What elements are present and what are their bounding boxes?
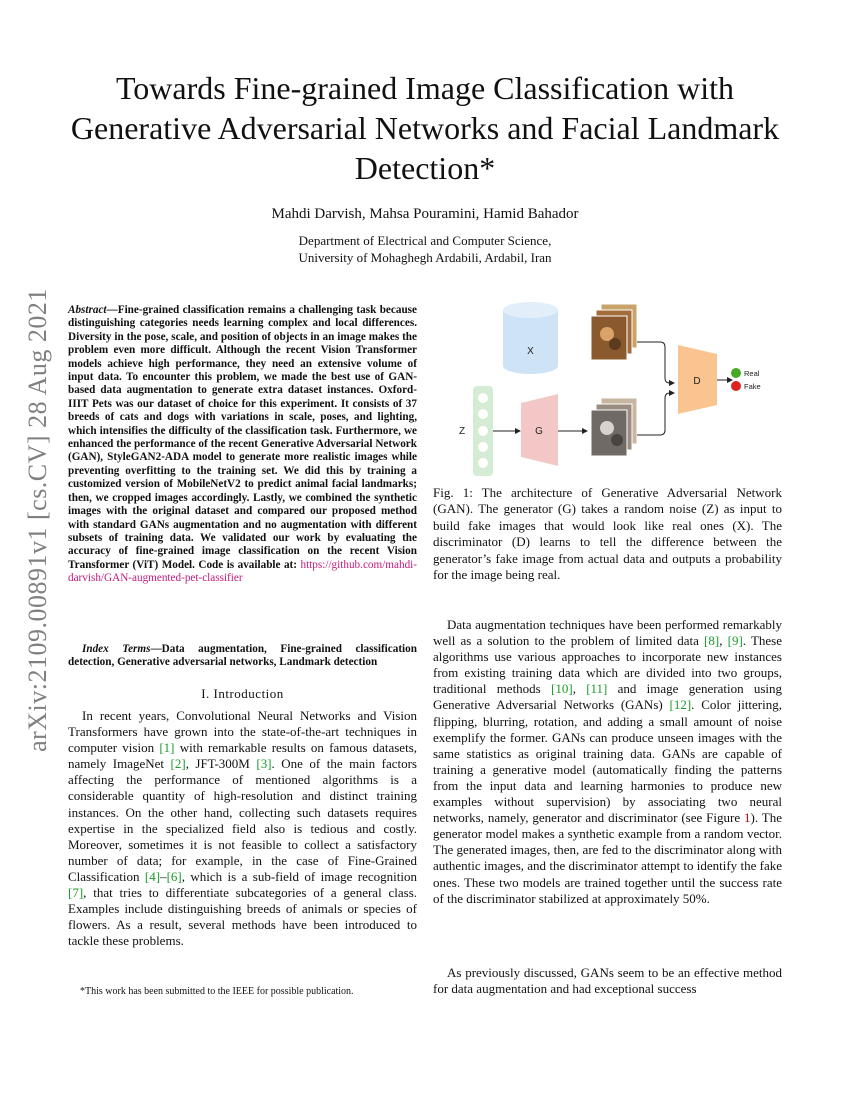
citation-link[interactable]: [6] [166,868,182,884]
figure-caption: Fig. 1: The architecture of Generative Adversarial Network (GAN). The generator (G) takes a random noise (Z) as input to build fake images that would look like real ones (X). The discriminator (D) learns to tell the difference between the generator’s fake image from actual data and outputs a probability for the image being real. [433,485,782,583]
body-text: . These algorithms use various approaches to incorporate new instances from existing training data which are divided into two groups, traditional methods [433,633,782,697]
citation-link[interactable]: [4] [144,868,161,884]
citation-link[interactable]: [1] [159,740,175,756]
noise-vector [473,386,493,476]
arxiv-stamp [18,290,58,750]
fake-output-dot [731,381,741,391]
body-text: , [572,681,587,697]
real-output-dot [731,368,741,378]
abstract-label: Abstract [68,304,107,316]
citation-link[interactable]: [10] [551,681,573,697]
real-data-database [503,302,558,374]
citation-link[interactable]: [8] [704,633,720,649]
affiliation-university: University of Mohaghegh Ardabili, Ardabil, Iran [298,250,552,265]
x-label: X [527,346,534,357]
g-label: G [535,426,543,437]
arxiv-stamp-text: arXiv:2109.00891v1 [cs.CV] 28 Aug 2021 [23,288,52,752]
body-text: , [719,633,728,649]
intro-text: , that tries to differentiate subcategories of a general class. Examples include distinguishing breeds of animals or species of flowers. As a result, several methods have been introduced to tackle these problems. [68,885,417,949]
author-list: Mahdi Darvish, Mahsa Pouramini, Hamid Bahador [271,206,579,222]
intro-text: – [160,868,167,884]
intro-paragraph [68,708,417,949]
body-text: Data augmentation techniques have been performed remarkably well as a solution to the problem of limited data [433,617,782,649]
citation-link[interactable]: [11] [586,681,608,697]
figure-reference-link[interactable]: 1 [744,810,751,826]
intro-text: , JFT-300M [185,756,257,772]
body-paragraph [433,617,782,907]
intro-text: , which is a sub-field of image recognition [181,868,417,884]
citation-link[interactable]: [3] [256,756,272,772]
citation-link[interactable]: [7] [68,885,84,901]
affiliation-department: Department of Electrical and Computer Science, [298,233,552,248]
footnote: *This work has been submitted to the IEEE for possible publication. [80,986,354,997]
d-label: D [693,376,701,387]
index-terms [68,643,417,670]
intro-text: In recent years, Convolutional Neural Networks and Vision Transformers have grown into the state-of-the-art techniques in computer vision [68,708,417,756]
body-text: and image generation using Generative Adversarial Networks (GANs) [433,681,783,713]
abstract-text: —Fine-grained classification remains a challenging task because distinguishing categories needs learning complex and local differences. Diversity in the pose, scale, and position of objects in an image makes the problem even more difficult. Although the recent Vision Transformer models achieve high performance, they need an extensive volume of input data. To encounter this problem, we made the best use of GAN-based data augmentation to generate extra dataset instances. Oxford-IIIT Pets was our dataset of choice for this experiment. It consists of 37 breeds of cats and dogs with variations in scale, poses, and lighting, which intensifies the difficulty of the classification task. Furthermore, we enhanced the performance of the recent Generative Adversarial Network (GAN), StyleGAN2-ADA model to generate more realistic images while preventing overfitting to the training set. We did this by training a customized version of MobileNetV2 to predict animal facial landmarks; then, we cropped images accordingly. Lastly, we combined the synthetic images with the original dataset and compared our proposed method with standard GANs augmentation and no augmentation with different subsets of training data. We validated our work by evaluating the accuracy of fine-grained image classification on the recent Vision Transformer (ViT) Model. Code is available at: [68,304,417,571]
abstract [68,304,417,586]
fake-label: Fake [744,382,761,391]
citation-link[interactable]: [12] [669,697,692,713]
real-label: Real [744,369,760,378]
citation-link[interactable]: [9] [727,633,743,649]
gan-architecture-figure [445,298,775,478]
discriminator-block [678,345,717,414]
paper-title: Towards Fine-grained Image Classification with Generative Adversarial Networks and Facial Landmark Detection* [70,70,780,186]
index-terms-label: Index Terms [82,643,151,655]
citation-link[interactable]: [2] [170,756,186,772]
section-heading-introduction: I. Introduction [201,686,284,701]
body-text: ). The generator model makes a synthetic example from a random vector. The generated images, then, are fed to the discriminator along with authentic images, and the discriminator attempt to identify the fake ones. These two models are trained together until the success rate of the discriminator stabilized at approximately 50%. [433,810,782,906]
code-link[interactable]: https://github.com/mahdi-darvish/GAN-augmented-pet-classifier [68,558,417,585]
fake-images-stack [591,398,637,456]
body-text: . Color jittering, flipping, blurring, rotation, and adding a small amount of noise exemplify the former. GANs can produce unseen images with the same statistics as original training data. GANs are capable of training a generative model (automatically finding the patterns from the input data and learning harmonies to produce new examples without supervision) by associating two neural networks, namely, generator and discriminator (see Figure [433,697,782,826]
index-terms-text: —Data augmentation, Fine-grained classification detection, Generative adversarial networks, Landmark detection [68,643,417,669]
generator-block [521,394,558,466]
intro-text: . One of the main factors affecting the performance of mentioned algorithms is a considerable quantity of high-resolution and distinct training instances. On the other hand, collecting such datasets requires expertise in the specialized field also is tedious and costly. Moreover, sometimes it is not feasible to collect a satisfactory number of data; for example, in the case of Fine-Grained Classification [68,756,417,884]
intro-text: with remarkable results on famous datasets, namely ImageNet [68,740,417,772]
body-paragraph-continued: As previously discussed, GANs seem to be an effective method for data augmentation and had exceptional success [433,965,782,997]
real-images-stack [591,304,637,360]
z-label: Z [458,426,466,437]
